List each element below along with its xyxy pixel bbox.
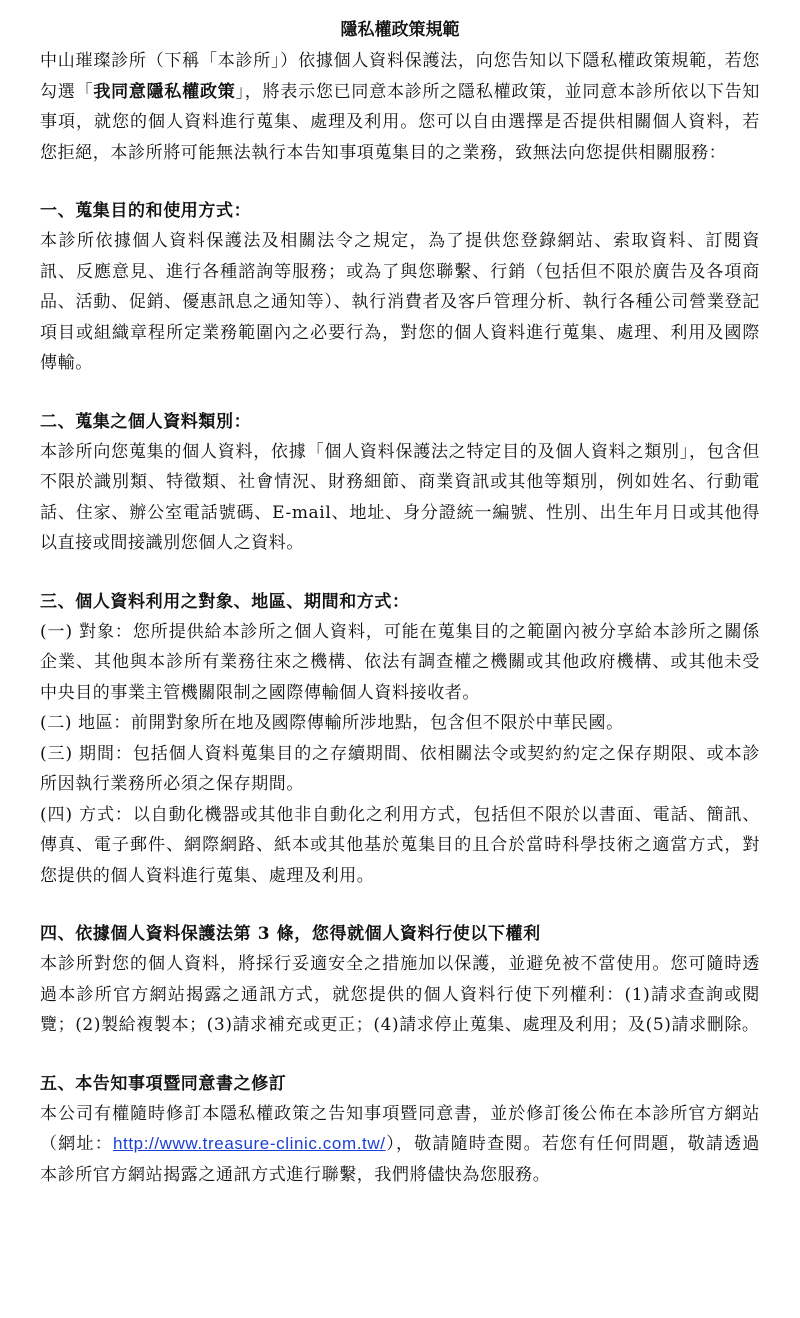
section-3-item-method: (四) 方式：以自動化機器或其他非自動化之利用方式，包括但不限於以書面、電話、簡訊、傳真、電子郵件、網際網路、紙本或其他基於蒐集目的且合於當時科學技術之適當方式，對您提供的個人資料進行蒐集、處理及利用。 bbox=[40, 804, 760, 886]
intro-text-1: 中山璀璨診所（下稱「本診所」）依據個人資料保護法，向您告知以下隱私權政策規範，若您勾選「 bbox=[40, 51, 760, 102]
section-3-heading: 三、個人資料利用之對象、地區、期間和方式： bbox=[40, 591, 410, 612]
section-2-heading: 二、蒐集之個人資料類別： bbox=[40, 411, 252, 432]
section-4-body: 本診所對您的個人資料，將採行妥適安全之措施加以保護，並避免被不當使用。您可隨時透過本診所官方網站揭露之通訊方式，就您提供的個人資料行使下列權利：(1)請求查詢或閱覽；(2)製給複製本；(3)請求補充或更正；(4)請求停止蒐集、處理及利用；及(5)請求刪除。 bbox=[40, 954, 760, 1035]
intro-paragraph bbox=[40, 46, 760, 168]
section-5-text-1: 本公司有權隨時修訂本隱私權政策之告知事項暨同意書，並於修訂後公佈在本診所官方網站（網址： bbox=[40, 1103, 760, 1154]
document-title: 隱私權政策規範 bbox=[340, 20, 460, 40]
section-2-body: 本診所向您蒐集的個人資料，依據「個人資料保護法之特定目的及個人資料之類別」，包含但不限於識別類、特徵類、社會情況、財務細節、商業資訊或其他等類別，例如姓名、行動電話、住家、辦公室電話號碼、E-mail、地址、身分證統一編號、性別、出生年月日或其他得以直接或間接識別您個人之資料。 bbox=[40, 441, 760, 553]
intro-text-2: 」，將表示您已同意本診所之隱私權政策，並同意本診所依以下告知事項，就您的個人資料進行蒐集、處理及利用。您可以自由選擇是否提供相關個人資料，若您拒絕，本診所將可能無法執行本告知事項蒐集目的之業務，致無法向您提供相關服務： bbox=[40, 81, 760, 163]
section-5-heading: 五、本告知事項暨同意書之修訂 bbox=[40, 1073, 287, 1094]
section-5-text-2: ），敬請隨時查閱。若您有任何問題，敬請透過本診所官方網站揭露之通訊方式進行聯繫，我們將儘快為您服務。 bbox=[40, 1134, 760, 1185]
privacy-policy-document bbox=[40, 18, 760, 1190]
section-1-heading: 一、蒐集目的和使用方式： bbox=[40, 201, 252, 221]
section-1-body: 本診所依據個人資料保護法及相關法令之規定，為了提供您登錄網站、索取資料、訂閱資訊、反應意見、進行各種諮詢等服務；或為了與您聯繫、行銷（包括但不限於廣告及各項商品、活動、促銷、優惠訊息之通知等）、執行消費者及客戶管理分析、執行各種公司營業登記項目或組織章程所定業務範圍內之必要行為，對您的個人資料進行蒐集、處理、利用及國際傳輸。 bbox=[40, 231, 760, 373]
clinic-website-link[interactable]: http://www.treasure-clinic.com.tw/ bbox=[112, 1134, 386, 1153]
section-5-body bbox=[40, 1099, 760, 1191]
intro-consent-phrase: 我同意隱私權政策 bbox=[93, 81, 236, 102]
section-3-item-region: (二) 地區：前開對象所在地及國際傳輸所涉地點，包含但不限於中華民國。 bbox=[40, 713, 624, 733]
section-3-item-recipients: (一) 對象：您所提供給本診所之個人資料，可能在蒐集目的之範圍內被分享給本診所之關係企業、其他與本診所有業務往來之機構、依法有調查權之機關或其他政府機構、或其他未受中央目的事業主管機關限制之國際傳輸個人資料接收者。 bbox=[40, 621, 760, 703]
section-3-item-period: (三) 期間：包括個人資料蒐集目的之存續期間、依相關法令或契約約定之保存期限、或本診所因執行業務所必須之保存期間。 bbox=[40, 743, 760, 794]
section-4-heading: 四、依據個人資料保護法第 3 條，您得就個人資料行使以下權利 bbox=[40, 924, 541, 944]
